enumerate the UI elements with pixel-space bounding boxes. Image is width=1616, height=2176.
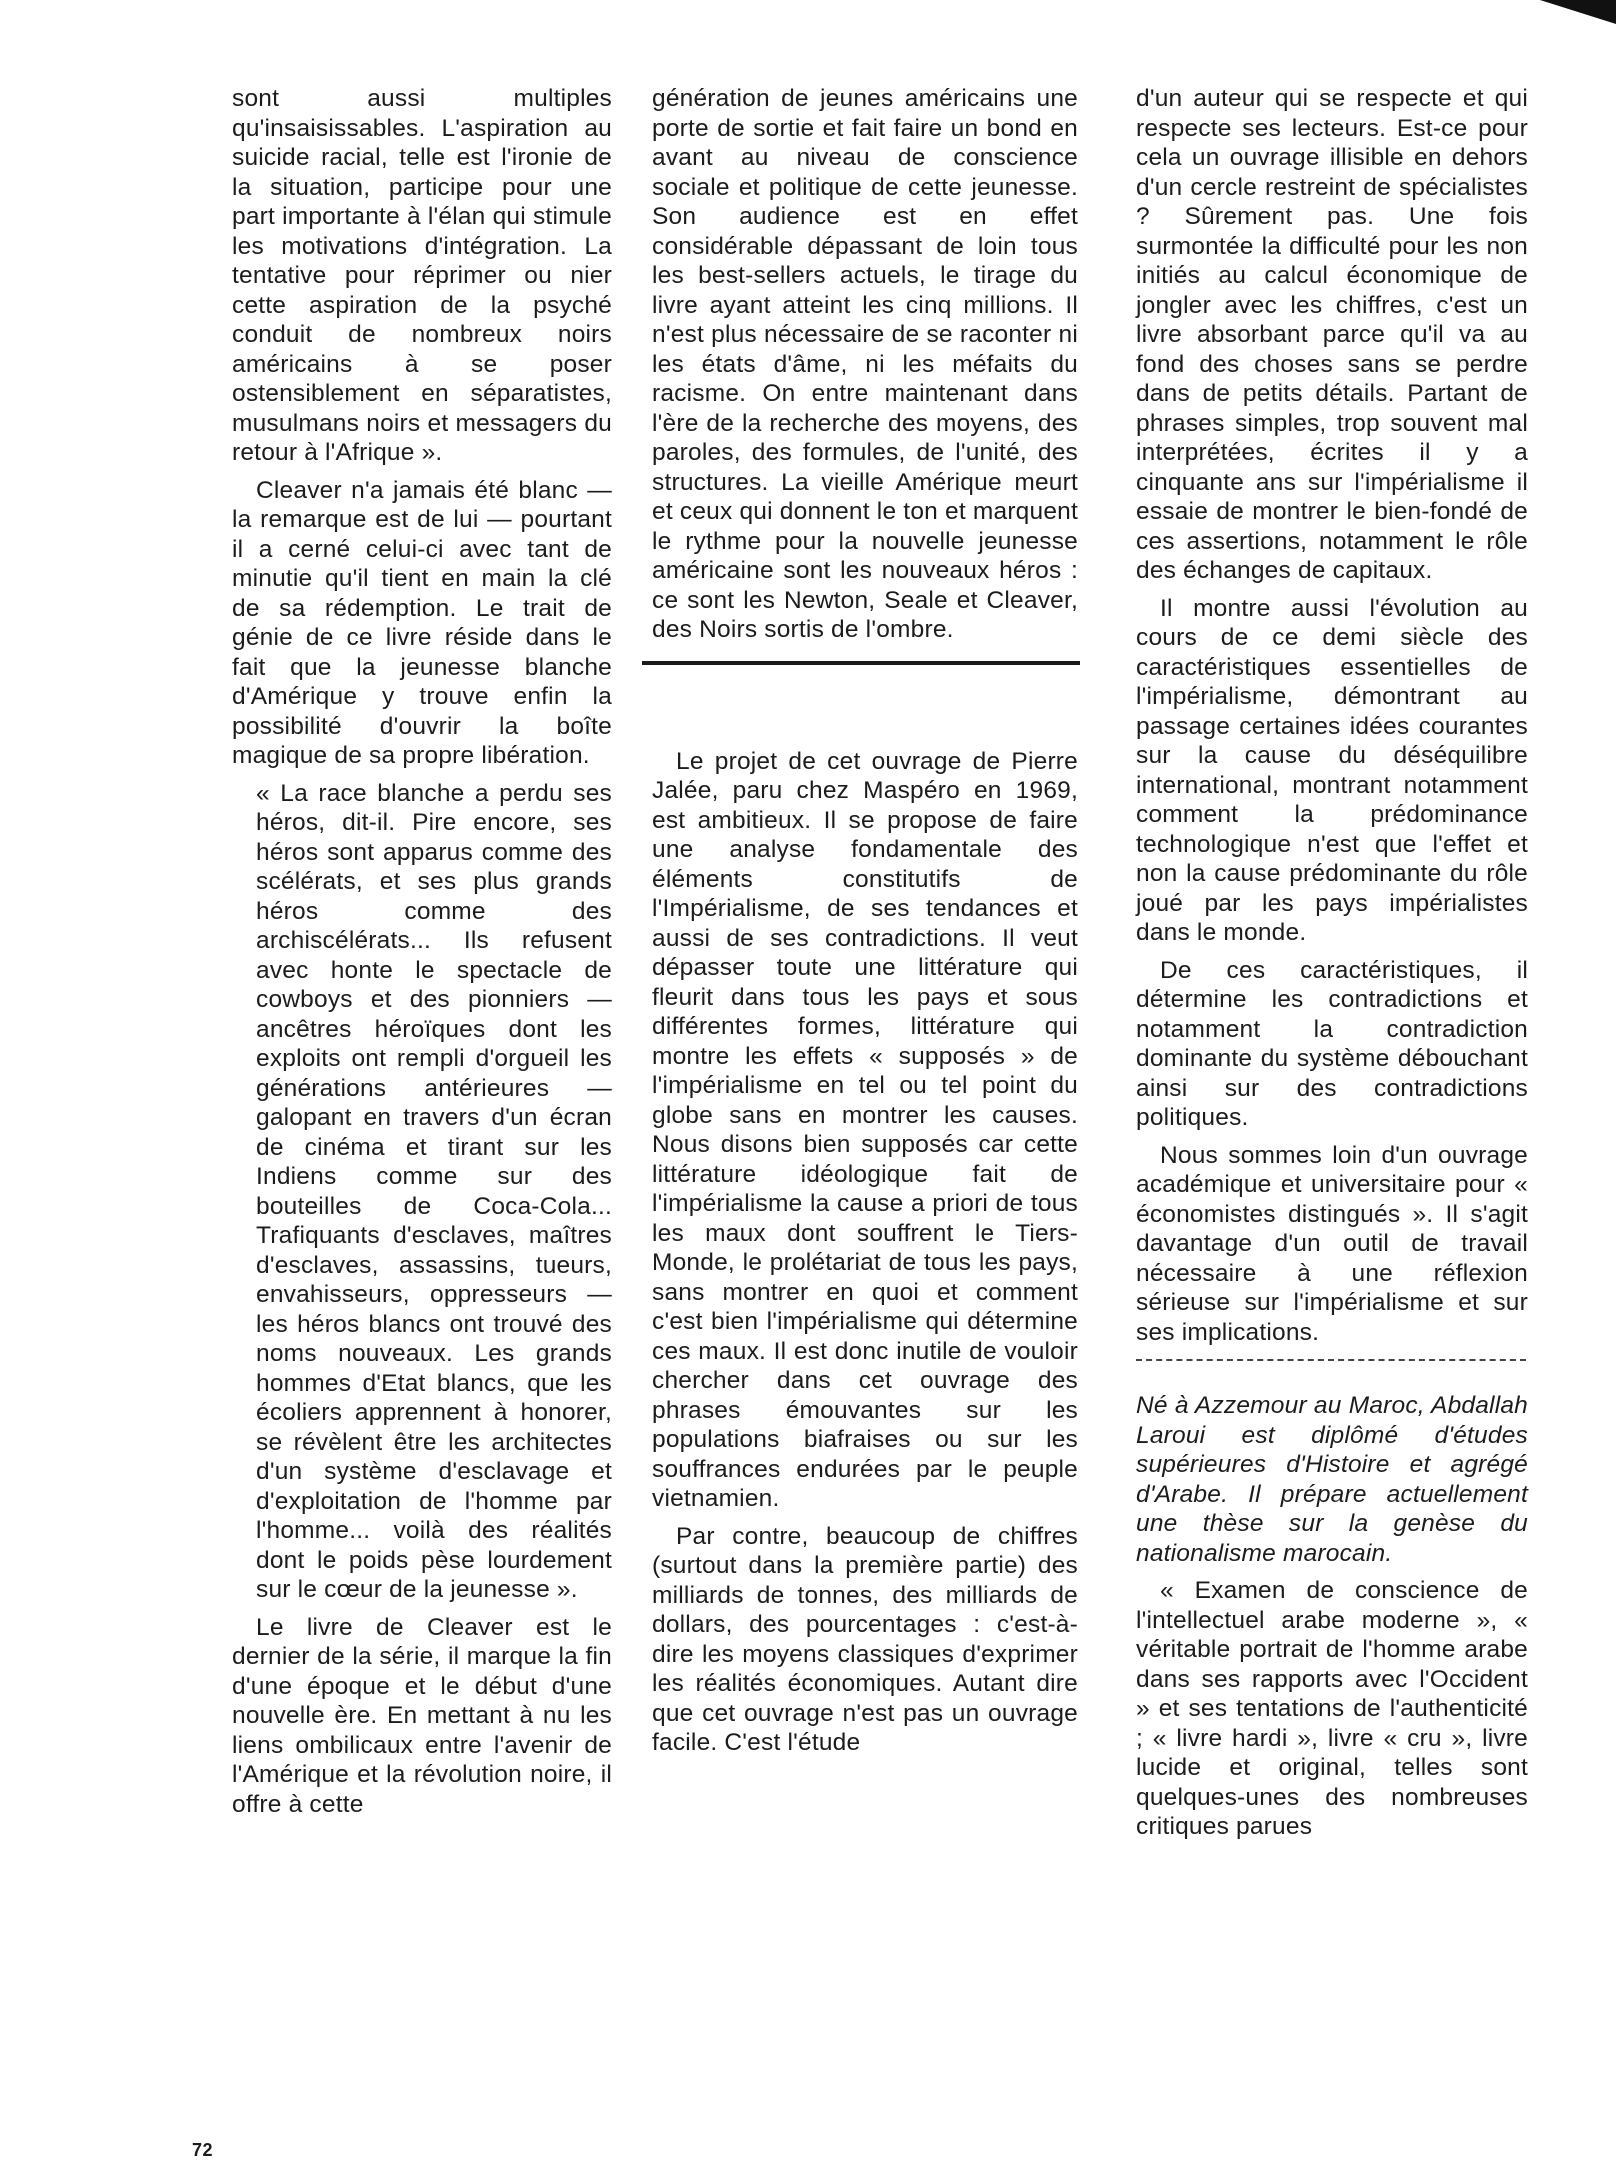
- col1-paragraph-1: sont aussi multiples qu'insaisissables. L'aspiration au suicide racial, telle est l'ironie de la situation, participe pour une part importante à l'élan qui stimule les motivations d'intégration. La tentative pour réprimer ou nier cette aspiration de la psyché conduit de nombreux noirs américains à se poser ostensiblement en séparatistes, musulmans noirs et messagers du retour à l'Afrique ».: [232, 85, 612, 466]
- col2-paragraph-3: Par contre, beaucoup de chiffres (surtout dans la première partie) des milliards de tonnes, des milliards de dollars, des pourcentages : c'est-à-dire les moyens classiques d'exprimer les réalités économiques. Autant dire que cet ouvrage n'est pas un ouvrage facile. C'est l'étude: [652, 1522, 1078, 1756]
- col3-paragraph-4: Nous sommes loin d'un ouvrage académique et universitaire pour « économistes distingués ». Il s'agit davantage d'un outil de travail nécessaire à une réflexion sérieuse sur l'impérialisme et sur ses implications.: [1136, 1141, 1528, 1346]
- column-3: [1136, 84, 1528, 1842]
- column-2: [652, 84, 1078, 1758]
- col1-paragraph-2: Cleaver n'a jamais été blanc — la remarque est de lui — pourtant il a cerné celui-ci avec tant de minutie qu'il tient en main la clé de sa rédemption. Le trait de génie de ce livre réside dans le fait que la jeunesse blanche d'Amérique y trouve enfin la possibilité d'ouvrir la boîte magique de sa propre libération.: [232, 476, 612, 769]
- column-1: [232, 84, 612, 1819]
- section-divider: [642, 661, 1080, 665]
- col2-paragraph-2: Le projet de cet ouvrage de Pierre Jalée, paru chez Maspéro en 1969, est ambitieux. Il se propose de faire une analyse fondamentale des éléments constitutifs de l'Impérialisme, de ses tendances et aussi de ses contradictions. Il veut dépasser toute une littérature qui fleurit dans tous les pays et sous différentes formes, littérature qui montre les effets « supposés » de l'impérialisme en tel ou tel point du globe sans en montrer les causes. Nous disons bien supposés car cette littérature idéologique fait de l'impérialisme la cause a priori de tous les maux dont souffrent le Tiers-Monde, le prolétariat de tous les pays, sans montrer en quoi et comment c'est bien l'impérialisme qui détermine ces maux. Il est donc inutile de vouloir chercher dans cet ouvrage des phrases émouvantes sur les populations biafraises ou sur les souffrances endurées par le peuple vietnamien.: [652, 747, 1078, 1512]
- col3-closing-paragraph: « Examen de conscience de l'intellectuel arabe moderne », « véritable portrait de l'homme arabe dans ses rapports avec l'Occident » et ses tentations de l'authenticité ; « livre hardi », livre « cru », livre lucide et original, telles sont quelques-unes des nombreuses critiques parues: [1136, 1577, 1528, 1840]
- col1-quotation: « La race blanche a perdu ses héros, dit-il. Pire encore, ses héros sont apparus comme des scélérats, et ses plus grands héros comme des archiscélérats... Ils refusent avec honte le spectacle de cowboys et des pionniers — ancêtres héroïques dont les exploits ont rempli d'orgueil les générations antérieures — galopant en travers d'un écran de cinéma et tirant sur les Indiens comme sur des bouteilles de Coca-Cola... Trafiquants d'esclaves, maîtres d'esclaves, assassins, tueurs, envahisseurs, oppresseurs — les héros blancs ont trouvé des noms nouveaux. Les grands hommes d'Etat blancs, que les écoliers apprennent à honorer, se révèlent être les architectes d'un système d'esclavage et d'exploitation de l'homme par l'homme... voilà des réalités dont le poids pèse lourdement sur le cœur de la jeunesse ».: [256, 779, 612, 1603]
- col3-paragraph-3: De ces caractéristiques, il détermine les contradictions et notamment la contradiction dominante du système débouchant ainsi sur des contradictions politiques.: [1136, 956, 1528, 1131]
- page-corner-mark: [1540, 0, 1616, 24]
- author-bio: Né à Azzemour au Maroc, Abdallah Laroui est diplômé d'études supérieures d'Histoire et agrégé d'Arabe. Il prépare actuellement une thèse sur la genèse du nationalisme marocain.: [1136, 1392, 1528, 1567]
- col3-paragraph-1: d'un auteur qui se respecte et qui respecte ses lecteurs. Est-ce pour cela un ouvrage illisible en dehors d'un cercle restreint de spécialistes ? Sûrement pas. Une fois surmontée la difficulté pour les non initiés au calcul économique de jongler avec les chiffres, c'est un livre absorbant parce qu'il va au fond des choses sans se perdre dans de petits détails. Partant de phrases simples, trop souvent mal interprétées, écrites il y a cinquante ans sur l'impérialisme il essaie de montrer le bien-fondé de ces assertions, notamment le rôle des échanges de capitaux.: [1136, 85, 1528, 584]
- col2-paragraph-1: génération de jeunes américains une porte de sortie et fait faire un bond en avant au niveau de conscience sociale et politique de cette jeunesse. Son audience est en effet considérable dépassant de loin tous les best-sellers actuels, le tirage du livre ayant atteint les cinq millions. Il n'est plus nécessaire de se raconter ni les états d'âme, ni les méfaits du racisme. On entre maintenant dans l'ère de la recherche des moyens, des paroles, des formules, de l'unité, des structures. La vieille Amérique meurt et ceux qui donnent le ton et marquent le rythme pour la nouvelle jeunesse américaine sont les nouveaux héros : ce sont les Newton, Seale et Cleaver, des Noirs sortis de l'ombre.: [652, 85, 1078, 643]
- section-divider-dotted: [1136, 1359, 1526, 1361]
- col1-paragraph-4: Le livre de Cleaver est le dernier de la série, il marque la fin d'une époque et le début d'une nouvelle ère. En mettant à nu les liens ombilicaux entre l'avenir de l'Amérique et la révolution noire, il offre à cette: [232, 1613, 612, 1818]
- page-number: 72: [192, 2140, 214, 2160]
- col3-paragraph-2: Il montre aussi l'évolution au cours de ce demi siècle des caractéristiques essentielles de l'impérialisme, démontrant au passage certaines idées courantes sur la cause du déséquilibre international, montrant notamment comment la prédominance technologique n'est que l'effet et non la cause prédominante du rôle joué par les pays impérialistes dans le monde.: [1136, 594, 1528, 946]
